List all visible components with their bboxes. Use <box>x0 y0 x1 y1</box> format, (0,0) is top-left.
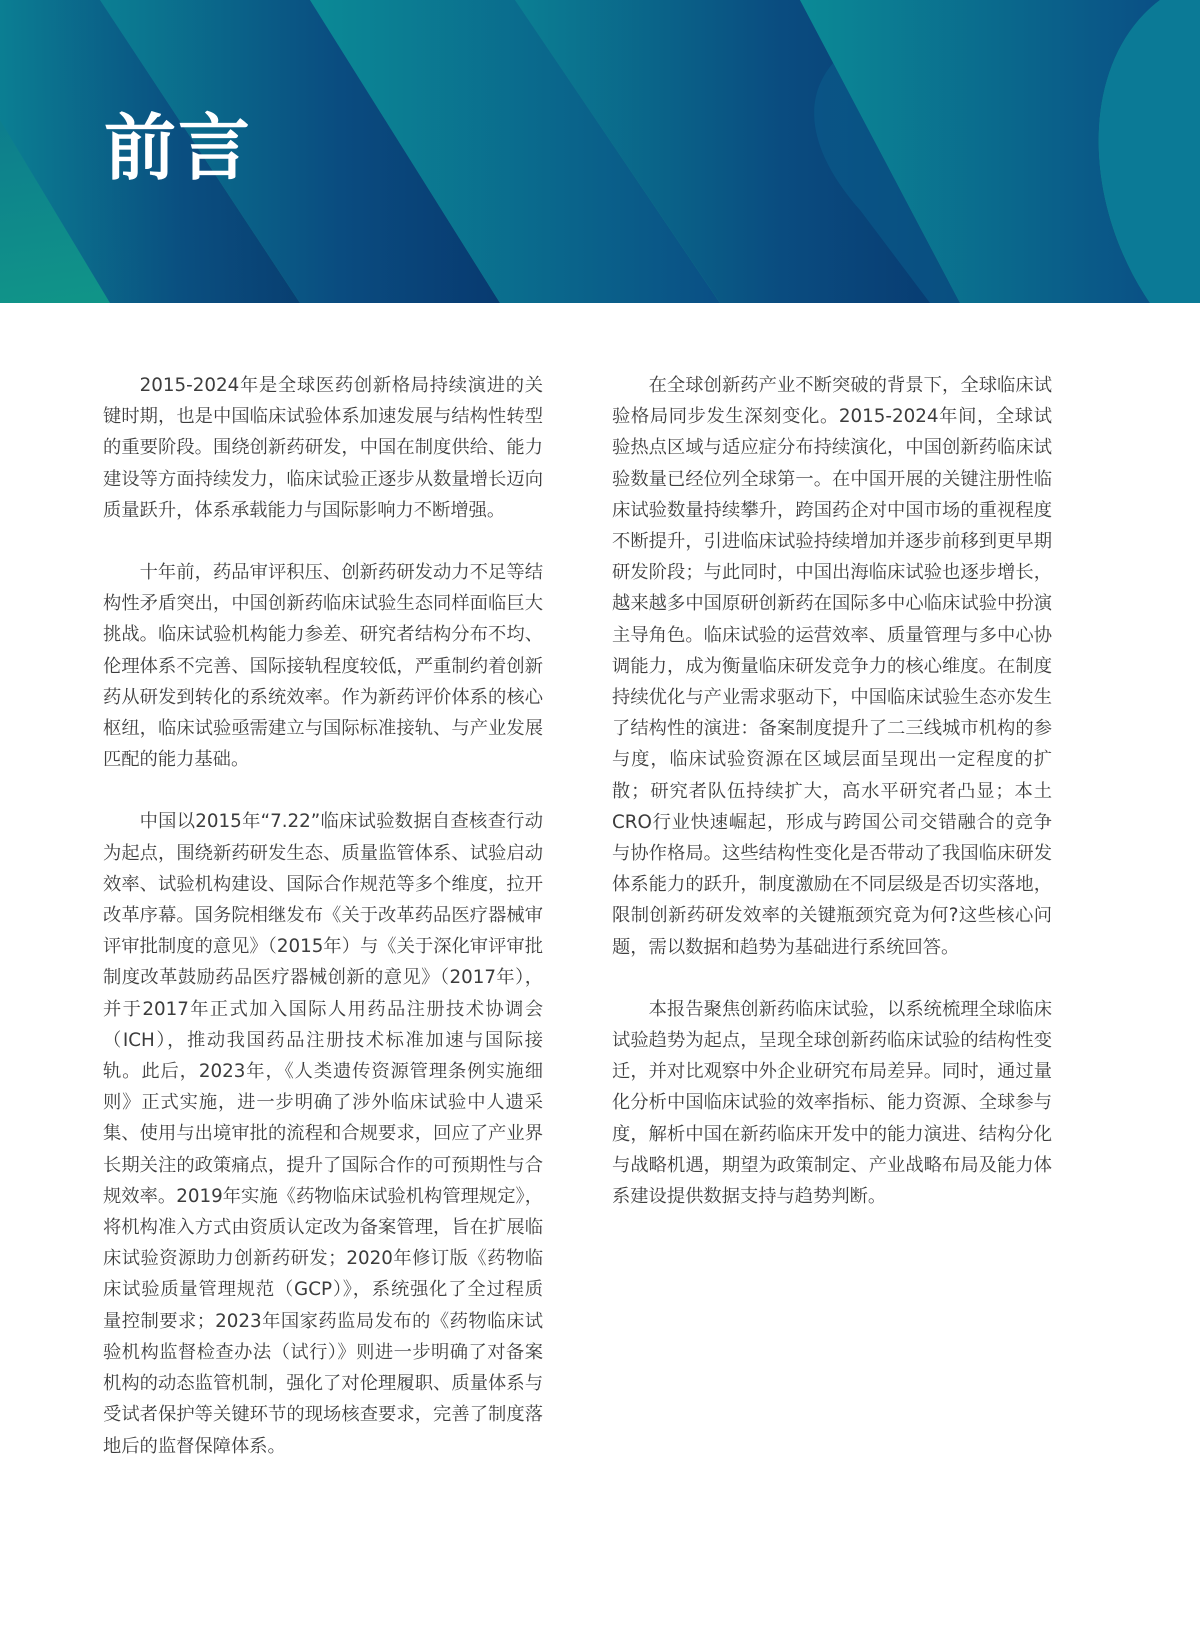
left-column <box>103 370 543 1493</box>
page-title: 前言 <box>104 106 253 190</box>
paragraph: 中国以2015年“7.22”临床试验数据自查核查行动为起点，围绕新药研发生态、质量监管体系、试验启动效率、试验机构建设、国际合作规范等多个维度，拉开改革序幕。国务院相继发布《关于改革药品医疗器械审评审批制度的意见》（2015年）与《关于深化审评审批制度改革鼓励药品医疗器械创新的意见》（2017年），并于2017年正式加入国际人用药品注册技术协调会（ICH），推动我国药品注册技术标准加速与国际接轨。此后，2023年，《人类遗传资源管理条例实施细则》正式实施，进一步明确了涉外临床试验中人遗采集、使用与出境审批的流程和合规要求，回应了产业界长期关注的政策痛点，提升了国际合作的可预期性与合规效率。2019年实施《药物临床试验机构管理规定》，将机构准入方式由资质认定改为备案管理，旨在扩展临床试验资源助力创新药研发；2020年修订版《药物临床试验质量管理规范（GCP）》，系统强化了全过程质量控制要求；2023年国家药监局发布的《药物临床试验机构监督检查办法（试行）》则进一步明确了对备案机构的动态监管机制，强化了对伦理履职、质量体系与受试者保护等关键环节的现场核查要求，完善了制度落地后的监督保障体系。 <box>103 811 543 1457</box>
right-column <box>612 370 1052 1243</box>
paragraph: 十年前，药品审评积压、创新药研发动力不足等结构性矛盾突出，中国创新药临床试验生态同样面临巨大挑战。临床试验机构能力参差、研究者结构分布不均、伦理体系不完善、国际接轨程度较低，严重制约着创新药从研发到转化的系统效率。作为新药评价体系的核心枢纽，临床试验亟需建立与国际标准接轨、与产业发展匹配的能力基础。 <box>103 562 543 771</box>
header-banner <box>0 0 1200 303</box>
paragraph: 2015-2024年是全球医药创新格局持续演进的关键时期，也是中国临床试验体系加速发展与结构性转型的重要阶段。围绕创新药研发，中国在制度供给、能力建设等方面持续发力，临床试验正逐步从数量增长迈向质量跃升，体系承载能力与国际影响力不断增强。 <box>103 375 543 521</box>
paragraph: 在全球创新药产业不断突破的背景下，全球临床试验格局同步发生深刻变化。2015-2024年间，全球试验热点区域与适应症分布持续演化，中国创新药临床试验数量已经位列全球第一。在中国开展的关键注册性临床试验数量持续攀升，跨国药企对中国市场的重视程度不断提升，引进临床试验持续增加并逐步前移到更早期研发阶段；与此同时，中国出海临床试验也逐步增长，越来越多中国原研创新药在国际多中心临床试验中扮演主导角色。临床试验的运营效率、质量管理与多中心协调能力，成为衡量临床研发竞争力的核心维度。在制度持续优化与产业需求驱动下，中国临床试验生态亦发生了结构性的演进：备案制度提升了二三线城市机构的参与度，临床试验资源在区域层面呈现出一定程度的扩散；研究者队伍持续扩大，高水平研究者凸显；本土CRO行业快速崛起，形成与跨国公司交错融合的竞争与协作格局。这些结构性变化是否带动了我国临床研发体系能力的跃升，制度激励在不同层级是否切实落地，限制创新药研发效率的关键瓶颈究竟为何?这些核心问题，需以数据和趋势为基础进行系统回答。 <box>612 375 1052 958</box>
paragraph: 本报告聚焦创新药临床试验，以系统梳理全球临床试验趋势为起点，呈现全球创新药临床试验的结构性变迁，并对比观察中外企业研究布局差异。同时，通过量化分析中国临床试验的效率指标、能力资源、全球参与度，解析中国在新药临床开发中的能力演进、结构分化与战略机遇，期望为政策制定、产业战略布局及能力体系建设提供数据支持与趋势判断。 <box>612 998 1052 1208</box>
